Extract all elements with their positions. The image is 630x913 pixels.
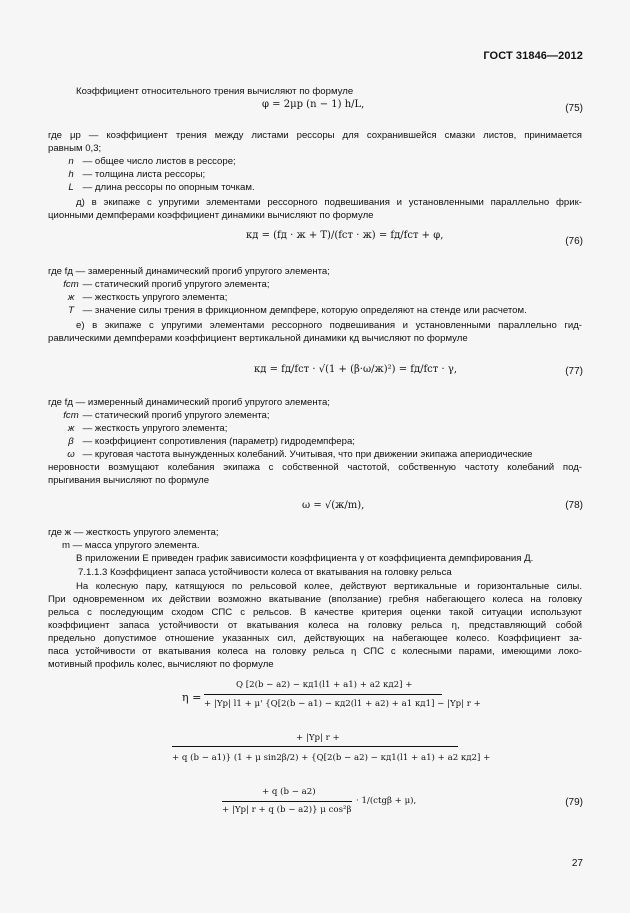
para-d-line2: ционными демпферами коэффициент динамики вычисляют по формуле xyxy=(48,210,374,221)
para-e-line1: е) в экипаже с упругими элементами рессорного подвешивания и установленными параллельно гид- xyxy=(76,320,582,331)
page-number: 27 xyxy=(571,858,583,869)
where-76-item-fst: fст — статический прогиб упругого элемента; xyxy=(63,279,270,290)
equation-79-tail: · 1/(ctgβ + μ), xyxy=(356,796,417,806)
section-body-line2: При одновременном их действии возможно вкатывание (вползание) гребня набегающего колеса на головку xyxy=(48,594,582,605)
where-76-item-zh: ж — жесткость упругого элемента; xyxy=(67,292,228,303)
equation-79-eta: η = xyxy=(182,691,202,704)
equation-75: φ = 2μр (n − 1) h/L, xyxy=(262,99,365,110)
equation-79-mid-numerator: + |Yр| r + xyxy=(296,733,340,743)
equation-76: кд = (fд · ж + T)/(fст · ж) = fд/fст + φ, xyxy=(246,230,444,241)
section-title: 7.1.1.3 Коэффициент запаса устойчивости колеса от вкатывания на головку рельса xyxy=(78,567,452,578)
para-e-line2: равлическими демпферами коэффициент вертикальной динамики кд вычисляют по формуле xyxy=(48,333,468,344)
equation-79-mid-denominator: + q (b − a1)} (1 + μ sin2β/2) + {Q[2(b − a2) − кд1(l1 + a1) + a2 кд2] + xyxy=(172,753,491,763)
equation-77-number: (77) xyxy=(565,366,583,377)
section-body-line1: На колесную пару, катящуюся по рельсовой колее, действуют вертикальные и горизонтальные силы. xyxy=(76,581,582,592)
para-d-line1: д) в экипаже с упругими элементами рессорного подвешивания и установленными параллельно фрик- xyxy=(76,197,582,208)
where-77-item-fst: fст — статический прогиб упругого элемента; xyxy=(63,410,270,421)
where-78-line1: где ж — жесткость упругого элемента; xyxy=(48,527,219,538)
standard-header: ГОСТ 31846—2012 xyxy=(483,50,583,62)
section-body-line4: коэффициент запаса устойчивости от вкатывания колеса на головку рельса η, представляющий собой xyxy=(48,620,582,631)
section-body-line5: предельно допустимое отношение указанных сил, действующих на набегающее колесо. Коэффициент за- xyxy=(48,633,582,644)
equation-79-top-denominator: + |Yр| l1 + μ' {Q[2(b − a1) − кд2(l1 + a2) + a1 кд1] − |Yр| r + xyxy=(204,699,481,709)
equation-75-number: (75) xyxy=(565,103,583,114)
where-75-item-l: L — длина рессоры по опорным точкам. xyxy=(68,182,255,193)
equation-79-number: (79) xyxy=(565,797,583,808)
where-77-item-zh: ж — жесткость упругого элемента; xyxy=(67,423,228,434)
equation-79-mid-rule xyxy=(172,746,458,747)
equation-79-bottom-denominator: + |Yр| r + q (b − a2)} μ cos²β xyxy=(222,805,352,815)
where-77-cont1: неровности возмущают колебания экипажа с собственной частотой, собственную частоту колебаний под- xyxy=(48,462,582,473)
equation-79-top-numerator: Q [2(b − a2) − кд1(l1 + a1) + a2 кд2] + xyxy=(236,680,413,690)
where-77-item-fd: где fд — измеренный динамический прогиб упругого элемента; xyxy=(48,397,330,408)
where-76-item-t: T — значение силы трения в фрикционном демпфере, которую определяют на стенде или расчетом. xyxy=(68,305,527,316)
where-76-item-fd: где fд — замеренный динамический прогиб упругого элемента; xyxy=(48,266,330,277)
appendix-reference: В приложении Е приведен график зависимости коэффициента γ от коэффициента демпфирования Д. xyxy=(76,553,534,564)
equation-79-bottom-rule xyxy=(222,801,352,802)
equation-78: ω = √(ж/m), xyxy=(302,500,365,511)
section-body-line7: мотивный профиль колес, вычисляют по формуле xyxy=(48,659,274,670)
where-75-item-h: h — толщина листа рессоры; xyxy=(68,169,206,180)
equation-79-top-rule xyxy=(204,694,442,695)
equation-77: кд = fд/fст · √(1 + (β·ω/ж)²) = fд/fст · γ, xyxy=(254,364,457,375)
where-75-line2: равным 0,3; xyxy=(48,143,102,154)
equation-76-number: (76) xyxy=(565,236,583,247)
section-body-line6: паса устойчивости от вкатывания колеса на головку рельса η СПС с колесными парами, имеющими локо- xyxy=(48,646,582,657)
where-77-item-omega: ω — круговая частота вынужденных колебаний. Учитывая, что при движении экипажа апериодические xyxy=(67,449,533,460)
where-75-item-n: n — общее число листов в рессоре; xyxy=(68,156,236,167)
where-78-line2: m — масса упругого элемента. xyxy=(62,540,200,551)
where-75-line1: где μр — коэффициент трения между листами рессоры для сохранившейся смазки листов, принимается xyxy=(48,130,582,141)
intro-text: Коэффициент относительного трения вычисляют по формуле xyxy=(76,86,354,97)
where-77-item-beta: β — коэффициент сопротивления (параметр) гидродемпфера; xyxy=(68,436,355,447)
where-77-cont2: прыгивания вычисляют по формуле xyxy=(48,475,210,486)
equation-79-bottom-numerator: + q (b − a2) xyxy=(262,787,316,797)
section-body-line3: рельса с последующим сходом СПС с рельсов. В качестве критерия оценки такой ситуации используют xyxy=(48,607,582,618)
equation-78-number: (78) xyxy=(565,500,583,511)
